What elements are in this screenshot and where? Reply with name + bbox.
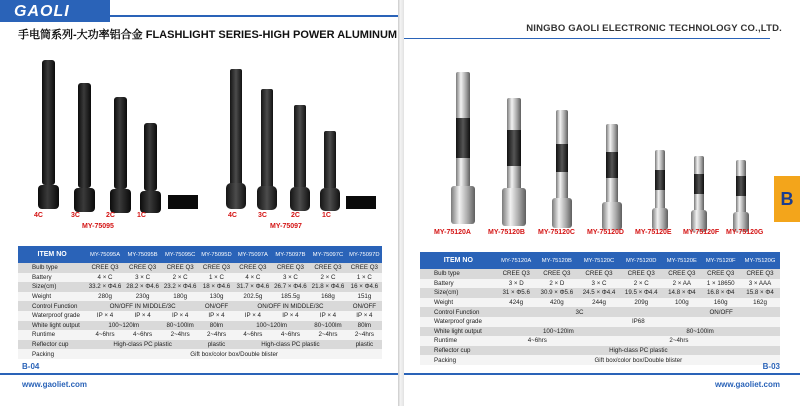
- table-cell: 3 × C: [578, 279, 620, 289]
- table-row: [420, 298, 780, 308]
- table-cell: 420g: [536, 298, 578, 308]
- table-cell: 2 × C: [620, 279, 662, 289]
- photo-label: MY-75120F: [683, 229, 720, 236]
- table-cell: 202.5g: [234, 292, 272, 302]
- table-cell: 28.2 × Φ4.6: [124, 282, 162, 292]
- brand-logo: GAOLI: [14, 3, 70, 20]
- table-row: [420, 327, 780, 337]
- photo-label: MY-75120C: [538, 229, 575, 236]
- table-row: [420, 355, 780, 365]
- table-cell: 80lm: [347, 321, 382, 331]
- table-cell: CREE Q3: [86, 263, 124, 273]
- flashlight-75120c: [552, 110, 572, 228]
- table-cell: 14.8 × Φ4: [662, 288, 701, 298]
- table-cell: 185.5g: [272, 292, 310, 302]
- photo-label: 4C: [228, 212, 237, 219]
- table-cell: CREE Q3: [701, 269, 740, 279]
- row-label: Reflector cup: [18, 340, 86, 350]
- table-row: [18, 321, 382, 331]
- table-row: [420, 346, 780, 356]
- table-cell: ON/OFF: [199, 301, 234, 311]
- table-cell: CREE Q3: [497, 269, 536, 279]
- table-cell: ON/OFF: [662, 307, 780, 317]
- table-cell: 2 × C: [309, 273, 347, 283]
- table-cell: 80lm: [199, 321, 234, 331]
- row-label: Control Function: [18, 301, 86, 311]
- catalog-page-left: [0, 0, 398, 406]
- table-cell: Gift box/color box/Double blister: [497, 355, 780, 365]
- flashlight-75120b: [502, 98, 526, 226]
- table-cell: 2 × AA: [662, 279, 701, 289]
- series-title: 手电筒系列-大功率铝合金 FLASHLIGHT SERIES-HIGH POWER ALUMINUM: [18, 29, 398, 41]
- table-row: [18, 330, 382, 340]
- table-cell: 130g: [199, 292, 234, 302]
- product-photo-aluminum-flashlights: [434, 58, 774, 253]
- table-cell: ON/OFF: [347, 301, 382, 311]
- table-cell: IP × 4: [199, 311, 234, 321]
- table-row: [18, 311, 382, 321]
- flashlight-75097-1c: [320, 131, 340, 211]
- table-cell: 4~6hrs: [497, 336, 578, 346]
- table-cell: CREE Q3: [620, 269, 662, 279]
- table-header-cell: MY-75095D: [199, 246, 234, 263]
- table-cell: CREE Q3: [199, 263, 234, 273]
- table-cell: IP × 4: [86, 311, 124, 321]
- table-cell: 15.8 × Φ4: [740, 288, 780, 298]
- row-label: Bulb type: [420, 269, 497, 279]
- row-label: Bulb type: [18, 263, 86, 273]
- accessory-holster: [168, 195, 198, 209]
- table-cell: 209g: [620, 298, 662, 308]
- table-cell: CREE Q3: [234, 263, 272, 273]
- flashlight-75120f: [691, 156, 707, 232]
- table-cell: CREE Q3: [272, 263, 310, 273]
- table-cell: 2 × D: [536, 279, 578, 289]
- row-label: Runtime: [18, 330, 86, 340]
- table-cell: CREE Q3: [347, 263, 382, 273]
- photo-label: MY-75120D: [587, 229, 624, 236]
- table-row: [18, 273, 382, 283]
- table-header-cell: MY-75097B: [272, 246, 310, 263]
- table-cell: 180g: [161, 292, 199, 302]
- photo-label: 1C: [322, 212, 331, 219]
- table-row: [18, 292, 382, 302]
- flashlight-75095-4c: [38, 60, 59, 209]
- flashlight-75095-3c: [74, 83, 95, 212]
- table-cell: 168g: [309, 292, 347, 302]
- table-cell: 3C: [497, 307, 663, 317]
- table-cell: 100~120lm: [86, 321, 161, 331]
- table-row: [18, 263, 382, 273]
- table-cell: 230g: [124, 292, 162, 302]
- flashlight-75120a: [451, 72, 475, 224]
- table-cell: 100~120lm: [234, 321, 309, 331]
- row-label: Reflector cup: [420, 346, 497, 356]
- table-cell: IP × 4: [272, 311, 310, 321]
- table-row: [18, 340, 382, 350]
- row-label: Waterproof grade: [420, 317, 497, 327]
- table-cell: 4 × C: [86, 273, 124, 283]
- table-row: [18, 282, 382, 292]
- table-cell: 280g: [86, 292, 124, 302]
- row-label: Battery: [420, 279, 497, 289]
- table-row: [420, 279, 780, 289]
- accessory-holster: [346, 196, 376, 209]
- table-cell: 3 × C: [124, 273, 162, 283]
- table-cell: 3 × AAA: [740, 279, 780, 289]
- photo-label: 1C: [137, 212, 146, 219]
- table-cell: High-class PC plastic: [497, 346, 780, 356]
- flashlight-75120g: [733, 160, 749, 232]
- section-tab[interactable]: B: [774, 176, 800, 222]
- table-header-cell: MY-75097A: [234, 246, 272, 263]
- flashlight-75120e: [652, 150, 668, 230]
- flashlight-75097-4c: [226, 69, 246, 209]
- row-label: Packing: [18, 349, 86, 359]
- table-cell: 2~4hrs: [199, 330, 234, 340]
- row-label: Control Function: [420, 307, 497, 317]
- company-name: NINGBO GAOLI ELECTRONIC TECHNOLOGY CO.,LTD.: [526, 23, 782, 34]
- table-cell: IP × 4: [309, 311, 347, 321]
- row-label: Weight: [18, 292, 86, 302]
- table-cell: 160g: [701, 298, 740, 308]
- photo-label: 2C: [291, 212, 300, 219]
- spec-table-right: [420, 252, 780, 365]
- table-cell: 2~4hrs: [309, 330, 347, 340]
- table-cell: 4~6hrs: [86, 330, 124, 340]
- table-row: [420, 288, 780, 298]
- flashlight-75095-1c: [140, 123, 161, 213]
- table-row: [420, 317, 780, 327]
- footer-rule: [404, 373, 800, 375]
- table-header-cell: ITEM NO: [420, 252, 497, 269]
- table-cell: 33.2 × Φ4.6: [86, 282, 124, 292]
- row-label: White light output: [420, 327, 497, 337]
- table-cell: Gift box/color box/Double blister: [86, 349, 382, 359]
- table-header-cell: MY-75097C: [309, 246, 347, 263]
- row-label: Runtime: [420, 336, 497, 346]
- table-row: [18, 349, 382, 359]
- table-cell: plastic: [347, 340, 382, 350]
- table-cell: 80~100lm: [161, 321, 199, 331]
- flashlight-75097-2c: [290, 105, 310, 211]
- table-cell: 2~4hrs: [578, 336, 780, 346]
- table-cell: 24.5 × Φ4.4: [578, 288, 620, 298]
- table-cell: 100g: [662, 298, 701, 308]
- table-cell: 3 × C: [272, 273, 310, 283]
- catalog-page-right: [404, 0, 800, 406]
- table-cell: 31 × Φ5.6: [497, 288, 536, 298]
- table-header-row: [420, 252, 780, 269]
- photo-label: MY-75120G: [726, 229, 764, 236]
- page-number: B-04: [22, 362, 40, 371]
- table-header-cell: MY-75120F: [701, 252, 740, 269]
- photo-label: MY-75120B: [488, 229, 525, 236]
- website-link[interactable]: www.gaoliet.com: [714, 380, 780, 389]
- table-header-cell: MY-75095B: [124, 246, 162, 263]
- row-label: Waterproof grade: [18, 311, 86, 321]
- header-rule: [404, 38, 770, 39]
- table-header-cell: MY-75095A: [86, 246, 124, 263]
- table-cell: ON/OFF IN MIDDLE/3C: [234, 301, 347, 311]
- table-cell: CREE Q3: [578, 269, 620, 279]
- table-cell: High-class PC plastic: [234, 340, 347, 350]
- row-label: Weight: [420, 298, 497, 308]
- table-header-cell: MY-75120E: [662, 252, 701, 269]
- spec-table-left: [18, 246, 382, 359]
- table-cell: IP × 4: [234, 311, 272, 321]
- table-cell: 31.7 × Φ4.6: [234, 282, 272, 292]
- table-cell: 424g: [497, 298, 536, 308]
- table-cell: 30.9 × Φ5.6: [536, 288, 578, 298]
- photo-label: 2C: [106, 212, 115, 219]
- table-cell: 26.7 × Φ4.6: [272, 282, 310, 292]
- row-label: Battery: [18, 273, 86, 283]
- table-cell: CREE Q3: [536, 269, 578, 279]
- row-label: Size(cm): [420, 288, 497, 298]
- table-cell: 1 × C: [347, 273, 382, 283]
- table-row: [18, 301, 382, 311]
- table-cell: 244g: [578, 298, 620, 308]
- table-header-cell: MY-75120D: [620, 252, 662, 269]
- table-cell: CREE Q3: [740, 269, 780, 279]
- table-cell: 1 × 18650: [701, 279, 740, 289]
- table-cell: 16 × Φ4.6: [347, 282, 382, 292]
- table-cell: IP × 4: [124, 311, 162, 321]
- table-header-row: [18, 246, 382, 263]
- table-cell: CREE Q3: [309, 263, 347, 273]
- photo-label: MY-75120E: [635, 229, 672, 236]
- table-cell: 21.8 × Φ4.6: [309, 282, 347, 292]
- table-cell: CREE Q3: [161, 263, 199, 273]
- table-cell: 4~6hrs: [234, 330, 272, 340]
- photo-label: 4C: [34, 212, 43, 219]
- row-label: White light output: [18, 321, 86, 331]
- photo-label: MY-75120A: [434, 229, 471, 236]
- header-rule: [110, 15, 398, 17]
- flashlight-75097-3c: [257, 89, 277, 210]
- table-header-cell: MY-75095C: [161, 246, 199, 263]
- table-cell: 4~6hrs: [272, 330, 310, 340]
- table-cell: CREE Q3: [124, 263, 162, 273]
- table-cell: 4~6hrs: [124, 330, 162, 340]
- brand-bar: [0, 0, 110, 22]
- table-cell: 4 × C: [234, 273, 272, 283]
- table-header-cell: MY-75097D: [347, 246, 382, 263]
- table-header-cell: MY-75120G: [740, 252, 780, 269]
- table-header-cell: MY-75120B: [536, 252, 578, 269]
- table-cell: 3 × D: [497, 279, 536, 289]
- photo-label: MY-75097: [270, 223, 302, 230]
- table-header-cell: MY-75120C: [578, 252, 620, 269]
- table-cell: 151g: [347, 292, 382, 302]
- table-row: [420, 269, 780, 279]
- table-cell: 80~100lm: [620, 327, 780, 337]
- table-cell: plastic: [199, 340, 234, 350]
- flashlight-75095-2c: [110, 97, 131, 213]
- photo-label: 3C: [71, 212, 80, 219]
- table-cell: 1 × C: [199, 273, 234, 283]
- table-cell: 2 × C: [161, 273, 199, 283]
- table-header-cell: MY-75120A: [497, 252, 536, 269]
- table-cell: ON/OFF IN MIDDLE/3C: [86, 301, 199, 311]
- table-cell: IP68: [497, 317, 780, 327]
- table-cell: 2~4hrs: [161, 330, 199, 340]
- table-cell: CREE Q3: [662, 269, 701, 279]
- table-cell: High-class PC plastic: [86, 340, 199, 350]
- table-header-cell: ITEM NO: [18, 246, 86, 263]
- row-label: Size(cm): [18, 282, 86, 292]
- table-cell: 16.8 × Φ4: [701, 288, 740, 298]
- table-cell: 2~4hrs: [347, 330, 382, 340]
- page-number: B-03: [762, 362, 780, 371]
- footer-rule: [0, 373, 398, 375]
- website-link[interactable]: www.gaoliet.com: [22, 380, 88, 389]
- table-cell: 23.2 × Φ4.6: [161, 282, 199, 292]
- table-cell: 19.5 × Φ4.4: [620, 288, 662, 298]
- table-row: [420, 336, 780, 346]
- row-label: Packing: [420, 355, 497, 365]
- table-cell: 18 × Φ4.6: [199, 282, 234, 292]
- flashlight-75120d: [602, 124, 622, 230]
- table-cell: IP × 4: [347, 311, 382, 321]
- table-cell: 80~100lm: [309, 321, 347, 331]
- table-cell: 162g: [740, 298, 780, 308]
- table-row: [420, 307, 780, 317]
- photo-label: 3C: [258, 212, 267, 219]
- photo-label: MY-75095: [82, 223, 114, 230]
- table-cell: 100~120lm: [497, 327, 620, 337]
- table-cell: IP × 4: [161, 311, 199, 321]
